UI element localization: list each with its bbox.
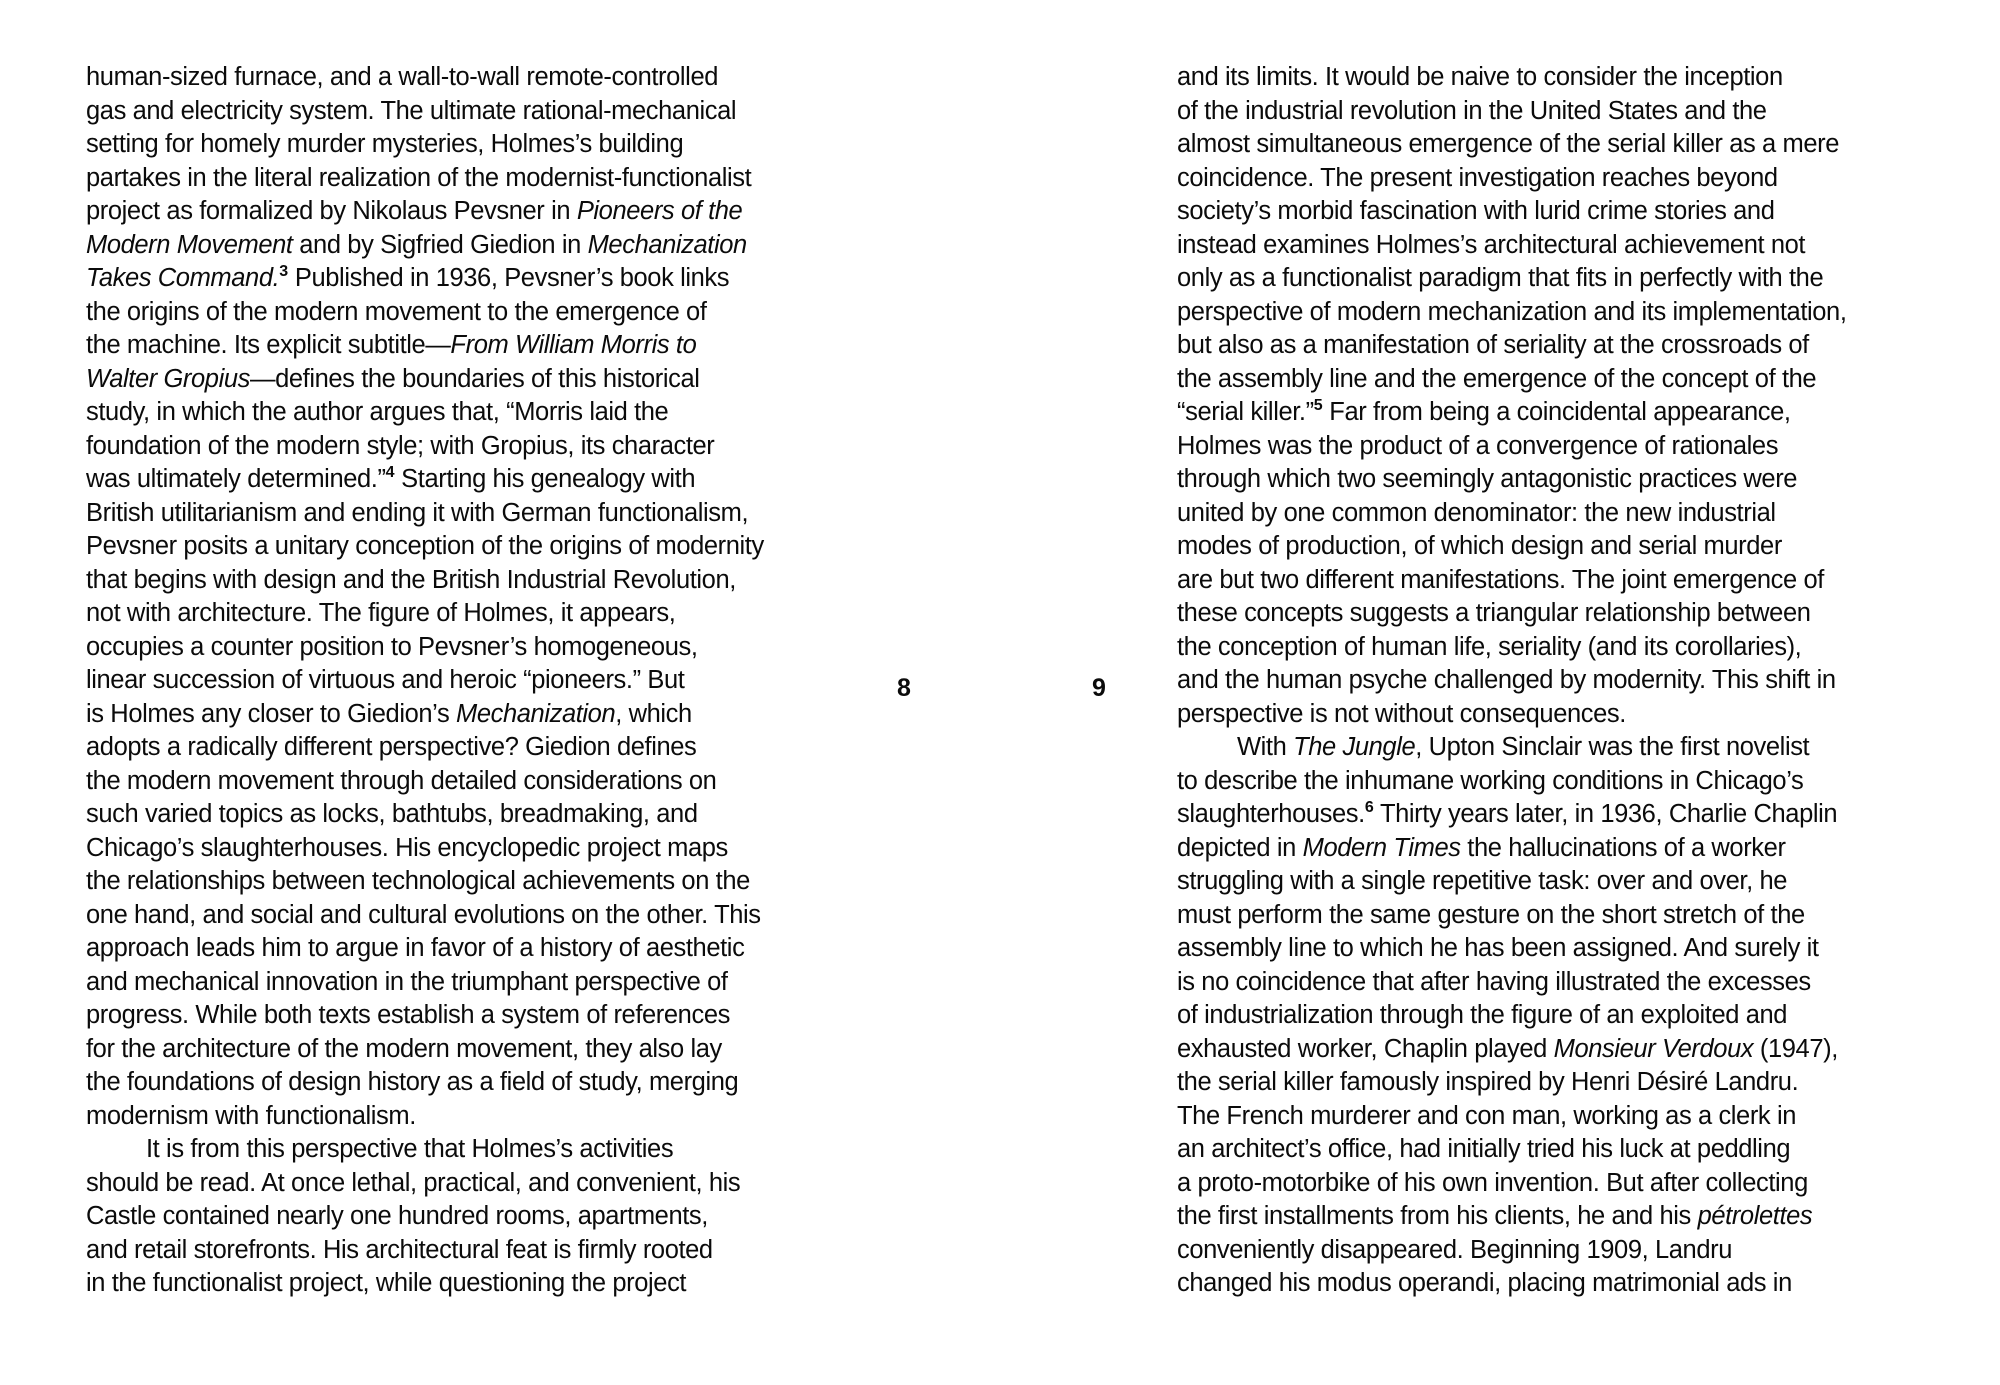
text-line bbox=[1177, 463, 1977, 497]
text-line bbox=[86, 128, 886, 162]
text-line bbox=[1177, 363, 1977, 397]
text-segment: Thirty years later, in 1936, Charlie Chaplin bbox=[1373, 800, 1838, 828]
text-line bbox=[1177, 1234, 1977, 1268]
text-line bbox=[1177, 329, 1977, 363]
text-segment: is Holmes any closer to Giedion’s bbox=[86, 699, 457, 728]
text-line bbox=[1177, 430, 1977, 464]
text-segment: society’s morbid fascination with lurid crime stories and bbox=[1177, 197, 1775, 225]
text-segment: perspective of modern mechanization and its implementation, bbox=[1177, 297, 1847, 326]
right-page-text-column bbox=[1177, 61, 1977, 1301]
text-segment: an architect’s office, had initially tried his luck at peddling bbox=[1177, 1135, 1791, 1163]
text-line bbox=[1177, 229, 1977, 263]
text-line bbox=[1177, 899, 1977, 933]
text-segment: British utilitarianism and ending it with German functionalism, bbox=[86, 498, 749, 527]
text-line bbox=[1177, 1200, 1977, 1234]
text-segment: perspective is not without consequences. bbox=[1177, 699, 1626, 728]
text-line bbox=[86, 329, 886, 363]
text-segment: changed his modus operandi, placing matrimonial ads in bbox=[1177, 1269, 1792, 1297]
text-segment: exhausted worker, Chaplin played bbox=[1177, 1034, 1554, 1063]
text-segment: the first installments from his clients, he and his bbox=[1177, 1202, 1698, 1230]
text-segment: should be read. At once lethal, practical, and convenient, his bbox=[86, 1168, 741, 1197]
text-segment: the origins of the modern movement to the emergence of bbox=[86, 297, 707, 326]
text-line bbox=[86, 262, 886, 296]
text-line bbox=[1177, 195, 1977, 229]
text-line bbox=[86, 664, 886, 698]
text-line bbox=[86, 530, 886, 564]
text-segment: for the architecture of the modern movement, they also lay bbox=[86, 1034, 722, 1063]
text-line bbox=[86, 1033, 886, 1067]
text-line bbox=[86, 564, 886, 598]
text-line bbox=[1177, 865, 1977, 899]
text-line bbox=[86, 1100, 886, 1134]
text-segment: , which bbox=[615, 699, 692, 728]
text-segment: these concepts suggests a triangular relationship between bbox=[1177, 599, 1811, 627]
text-line bbox=[1177, 1066, 1977, 1100]
text-segment: depicted in bbox=[1177, 833, 1303, 862]
text-segment: are but two different manifestations. The joint emergence of bbox=[1177, 565, 1824, 594]
text-segment: the serial killer famously inspired by Henri Désiré Landru. bbox=[1177, 1068, 1799, 1096]
left-page-text-column bbox=[86, 61, 886, 1301]
text-segment: modernism with functionalism. bbox=[86, 1101, 416, 1130]
italic-text-segment: Modern Movement bbox=[86, 230, 293, 259]
text-line bbox=[86, 832, 886, 866]
text-line bbox=[1177, 564, 1977, 598]
text-line bbox=[1177, 396, 1977, 430]
text-line bbox=[1177, 262, 1977, 296]
text-segment: the relationships between technological achievements on the bbox=[86, 867, 750, 895]
text-segment: foundation of the modern style; with Gropius, its character bbox=[86, 431, 715, 460]
text-line bbox=[1177, 597, 1977, 631]
text-line bbox=[86, 229, 886, 263]
text-line bbox=[86, 430, 886, 464]
text-segment: approach leads him to argue in favor of a history of aesthetic bbox=[86, 934, 745, 962]
text-segment: Far from being a coincidental appearance, bbox=[1322, 398, 1791, 426]
text-line bbox=[86, 1267, 886, 1301]
text-segment: struggling with a single repetitive task: over and over, he bbox=[1177, 867, 1788, 895]
italic-text-segment: Modern Times bbox=[1302, 833, 1461, 862]
text-segment: one hand, and social and cultural evolutions on the other. This bbox=[86, 900, 761, 929]
italic-text-segment: Mechanization bbox=[456, 699, 616, 728]
text-segment: slaughterhouses. bbox=[1177, 800, 1365, 828]
text-line bbox=[86, 631, 886, 665]
text-line bbox=[1177, 932, 1977, 966]
footnote-marker: 6 bbox=[1364, 798, 1374, 816]
text-segment: linear succession of virtuous and heroic “pioneers.” But bbox=[86, 666, 685, 694]
text-segment: a proto-motorbike of his own invention. But after collecting bbox=[1177, 1168, 1808, 1197]
text-line bbox=[86, 899, 886, 933]
text-segment: only as a functionalist paradigm that fits in perfectly with the bbox=[1177, 264, 1824, 292]
text-segment: coincidence. The present investigation reaches beyond bbox=[1177, 163, 1778, 192]
italic-text-segment: Pioneers of the bbox=[576, 197, 743, 225]
text-line bbox=[1177, 1100, 1977, 1134]
text-segment: adopts a radically different perspective? Giedion defines bbox=[86, 733, 697, 761]
text-segment: and its limits. It would be naive to consider the inception bbox=[1177, 63, 1783, 91]
text-segment: must perform the same gesture on the short stretch of the bbox=[1177, 900, 1805, 929]
text-line bbox=[86, 798, 886, 832]
text-line bbox=[1177, 631, 1977, 665]
text-segment: progress. While both texts establish a system of references bbox=[86, 1001, 730, 1029]
text-segment: almost simultaneous emergence of the serial killer as a mere bbox=[1177, 130, 1839, 158]
text-line bbox=[1177, 698, 1977, 732]
text-line bbox=[86, 1200, 886, 1234]
text-segment: It is from this perspective that Holmes’s activities bbox=[146, 1135, 674, 1163]
text-segment: Castle contained nearly one hundred rooms, apartments, bbox=[86, 1202, 708, 1230]
text-line bbox=[1177, 798, 1977, 832]
text-line bbox=[1177, 832, 1977, 866]
text-line bbox=[1177, 731, 1977, 765]
text-line bbox=[86, 1133, 886, 1167]
text-segment: that begins with design and the British Industrial Revolution, bbox=[86, 565, 736, 594]
text-segment: The French murderer and con man, working as a clerk in bbox=[1177, 1101, 1797, 1130]
text-line bbox=[86, 865, 886, 899]
text-segment: the machine. Its explicit subtitle— bbox=[86, 331, 451, 359]
italic-text-segment: Takes Command. bbox=[86, 264, 280, 292]
text-line bbox=[86, 162, 886, 196]
text-line bbox=[1177, 1033, 1977, 1067]
italic-text-segment: The Jungle bbox=[1293, 733, 1416, 761]
text-line bbox=[86, 195, 886, 229]
footnote-marker: 3 bbox=[279, 262, 289, 280]
text-segment: not with architecture. The figure of Holmes, it appears, bbox=[86, 599, 676, 627]
text-line bbox=[1177, 530, 1977, 564]
text-line bbox=[1177, 61, 1977, 95]
text-line bbox=[1177, 999, 1977, 1033]
text-segment: and by Sigfried Giedion in bbox=[292, 230, 588, 259]
text-line bbox=[86, 966, 886, 1000]
text-line bbox=[1177, 1133, 1977, 1167]
text-line bbox=[86, 95, 886, 129]
italic-text-segment: pétrolettes bbox=[1697, 1202, 1813, 1230]
italic-text-segment: Monsieur Verdoux bbox=[1553, 1034, 1754, 1063]
text-segment: through which two seemingly antagonistic practices were bbox=[1177, 465, 1798, 493]
text-line bbox=[86, 363, 886, 397]
text-segment: modes of production, of which design and serial murder bbox=[1177, 532, 1782, 560]
text-segment: of industrialization through the figure of an exploited and bbox=[1177, 1001, 1788, 1029]
text-line bbox=[1177, 296, 1977, 330]
text-line bbox=[86, 396, 886, 430]
text-line bbox=[86, 463, 886, 497]
text-line bbox=[1177, 95, 1977, 129]
text-segment: Holmes was the product of a convergence of rationales bbox=[1177, 431, 1779, 460]
text-line bbox=[86, 1066, 886, 1100]
text-segment: “serial killer.” bbox=[1177, 398, 1314, 426]
text-segment: instead examines Holmes’s architectural achievement not bbox=[1177, 230, 1806, 259]
text-segment: the modern movement through detailed considerations on bbox=[86, 766, 717, 795]
text-line bbox=[86, 296, 886, 330]
text-segment: partakes in the literal realization of the modernist-functionalist bbox=[86, 163, 752, 192]
text-segment: assembly line to which he has been assigned. And surely it bbox=[1177, 934, 1819, 962]
text-line bbox=[86, 1167, 886, 1201]
text-line bbox=[1177, 497, 1977, 531]
text-line bbox=[1177, 966, 1977, 1000]
text-segment: and retail storefronts. His architectural feat is firmly rooted bbox=[86, 1235, 713, 1264]
text-line bbox=[86, 698, 886, 732]
text-line bbox=[86, 765, 886, 799]
text-line bbox=[1177, 1267, 1977, 1301]
text-segment: Pevsner posits a unitary conception of the origins of modernity bbox=[86, 532, 764, 560]
left-page-number: 8 bbox=[897, 674, 911, 702]
text-segment: of the industrial revolution in the United States and the bbox=[1177, 96, 1767, 125]
text-line bbox=[86, 497, 886, 531]
text-line bbox=[1177, 1167, 1977, 1201]
text-segment: occupies a counter position to Pevsner’s homogeneous, bbox=[86, 632, 698, 661]
text-segment: the hallucinations of a worker bbox=[1460, 833, 1786, 862]
text-line bbox=[86, 731, 886, 765]
text-line bbox=[86, 1234, 886, 1268]
text-segment: to describe the inhumane working conditions in Chicago’s bbox=[1177, 766, 1804, 795]
text-line bbox=[86, 932, 886, 966]
text-segment: Chicago’s slaughterhouses. His encyclopedic project maps bbox=[86, 833, 728, 862]
italic-text-segment: Walter Gropius bbox=[86, 364, 250, 393]
italic-text-segment: Mechanization bbox=[587, 230, 747, 259]
text-segment: is no coincidence that after having illustrated the excesses bbox=[1177, 967, 1811, 996]
text-segment: was ultimately determined.” bbox=[86, 465, 386, 493]
text-segment: but also as a manifestation of seriality at the crossroads of bbox=[1177, 331, 1809, 359]
text-segment: Published in 1936, Pevsner’s book links bbox=[288, 264, 730, 292]
text-segment: With bbox=[1237, 733, 1294, 761]
text-line bbox=[86, 61, 886, 95]
text-segment: united by one common denominator: the new industrial bbox=[1177, 498, 1776, 527]
text-line bbox=[1177, 128, 1977, 162]
right-page-number: 9 bbox=[1092, 674, 1106, 702]
text-segment: —defines the boundaries of this historical bbox=[250, 364, 700, 393]
text-segment: and mechanical innovation in the triumphant perspective of bbox=[86, 967, 728, 996]
footnote-marker: 5 bbox=[1313, 396, 1323, 414]
text-segment: such varied topics as locks, bathtubs, breadmaking, and bbox=[86, 800, 698, 828]
text-line bbox=[1177, 664, 1977, 698]
text-segment: the assembly line and the emergence of the concept of the bbox=[1177, 364, 1817, 393]
text-line bbox=[1177, 765, 1977, 799]
text-segment: project as formalized by Nikolaus Pevsner in bbox=[86, 197, 577, 225]
text-segment: Starting his genealogy with bbox=[394, 465, 696, 493]
text-segment: gas and electricity system. The ultimate rational-mechanical bbox=[86, 96, 737, 125]
text-segment: the conception of human life, seriality (and its corollaries), bbox=[1177, 632, 1802, 661]
text-segment: the foundations of design history as a field of study, merging bbox=[86, 1068, 739, 1096]
text-segment: conveniently disappeared. Beginning 1909, Landru bbox=[1177, 1235, 1732, 1264]
text-line bbox=[86, 597, 886, 631]
text-segment: in the functionalist project, while questioning the project bbox=[86, 1269, 687, 1297]
italic-text-segment: From William Morris to bbox=[450, 331, 697, 359]
text-line bbox=[86, 999, 886, 1033]
footnote-marker: 4 bbox=[385, 463, 395, 481]
text-segment: and the human psyche challenged by modernity. This shift in bbox=[1177, 666, 1836, 694]
text-segment: , Upton Sinclair was the first novelist bbox=[1415, 733, 1810, 761]
text-segment: (1947), bbox=[1753, 1034, 1838, 1063]
text-segment: human-sized furnace, and a wall-to-wall remote-controlled bbox=[86, 63, 719, 91]
text-segment: study, in which the author argues that, “Morris laid the bbox=[86, 398, 669, 426]
text-line bbox=[1177, 162, 1977, 196]
text-segment: setting for homely murder mysteries, Holmes’s building bbox=[86, 130, 684, 158]
